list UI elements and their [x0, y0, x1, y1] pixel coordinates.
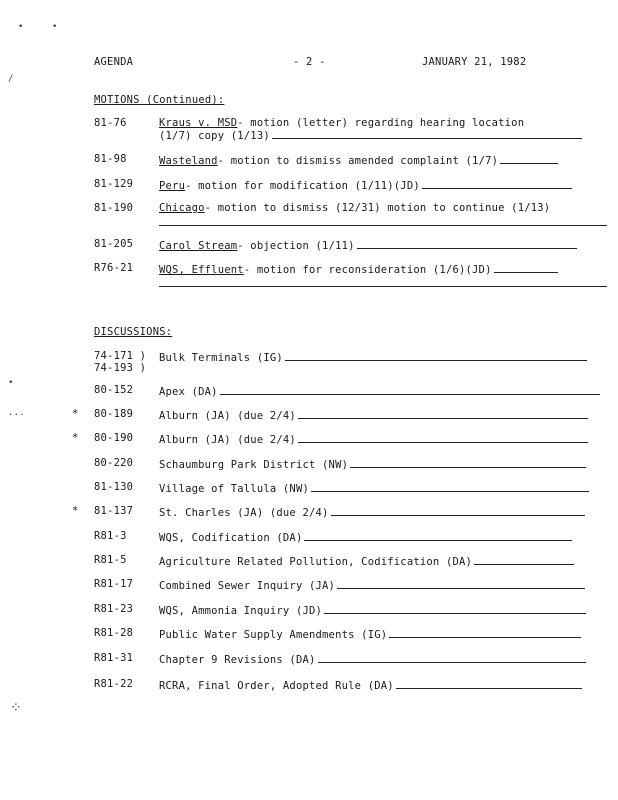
fill-line [272, 128, 582, 139]
motion-description-continued [159, 128, 582, 142]
discussion-text: Combined Sewer Inquiry (JA) [159, 580, 336, 592]
docket-number: 81-190 [94, 202, 134, 214]
docket-number: R81-17 [94, 578, 134, 590]
docket-number: 81-129 [94, 178, 134, 190]
motion-row [0, 178, 618, 194]
fill-line [389, 627, 581, 638]
docket-number: 81-137 [94, 505, 134, 517]
docket-number: 80-152 [94, 384, 134, 396]
fill-line [220, 384, 600, 395]
docket-number-secondary: 74-193 ) [94, 362, 147, 374]
discussion-row [0, 384, 618, 400]
header-left: AGENDA [94, 56, 134, 68]
motion-description [159, 262, 558, 276]
motion-description [159, 202, 550, 214]
docket-number: R81-22 [94, 678, 134, 690]
discussion-description [159, 481, 589, 495]
case-name: Peru [159, 180, 186, 192]
fill-line [311, 481, 589, 492]
fill-line [494, 262, 558, 273]
discussion-description [159, 384, 600, 398]
discussion-row [0, 627, 618, 643]
fill-line [159, 285, 607, 287]
motion-row [0, 238, 618, 254]
discussion-row [0, 505, 618, 521]
discussion-row [0, 578, 618, 594]
case-name: Chicago [159, 202, 205, 214]
scan-speck: • [8, 378, 14, 388]
discussion-text: WQS, Ammonia Inquiry (JD) [159, 605, 323, 617]
discussion-text: WQS, Codification (DA) [159, 532, 303, 544]
docket-number: R76-21 [94, 262, 134, 274]
motions-heading: MOTIONS (Continued): [94, 94, 225, 106]
docket-number: 80-190 [94, 432, 134, 444]
priority-asterisk: * [72, 432, 79, 444]
scan-speck: • [52, 22, 58, 32]
discussion-row [0, 603, 618, 619]
fill-line [285, 350, 587, 361]
discussion-description [159, 627, 581, 641]
case-name: Wasteland [159, 155, 218, 167]
priority-asterisk: * [72, 505, 79, 517]
fill-line [350, 457, 586, 468]
discussion-row [0, 408, 618, 424]
header-page-number: - 2 - [293, 56, 326, 68]
motion-description [159, 178, 572, 192]
motion-description [159, 238, 577, 252]
fill-line [500, 153, 558, 164]
discussions-heading: DISCUSSIONS: [94, 326, 173, 338]
docket-number: 74-171 ) [94, 350, 147, 362]
discussion-text: Agriculture Related Pollution, Codification (DA) [159, 556, 473, 568]
motion-text-continued: (1/7) copy (1/13) [159, 130, 270, 142]
discussion-description [159, 505, 585, 519]
docket-number: 81-76 [94, 117, 127, 129]
scan-speck: ... [8, 408, 25, 418]
discussion-row [0, 554, 618, 570]
motion-text: - motion to dismiss amended complaint (1/7) [217, 155, 499, 167]
docket-number: R81-23 [94, 603, 134, 615]
discussion-text: Village of Tallula (NW) [159, 483, 309, 495]
header-date: JANUARY 21, 1982 [422, 56, 527, 68]
motion-row [0, 153, 618, 169]
discussion-row [0, 457, 618, 473]
discussion-text: Chapter 9 Revisions (DA) [159, 654, 316, 666]
docket-number: R81-3 [94, 530, 127, 542]
discussion-row [0, 481, 618, 497]
discussion-text: Bulk Terminals (IG) [159, 352, 283, 364]
discussion-description [159, 578, 585, 592]
motion-text: - motion for reconsideration (1/6)(JD) [243, 264, 492, 276]
docket-number: 81-205 [94, 238, 134, 250]
discussion-description [159, 432, 588, 446]
discussion-description [159, 457, 586, 471]
fill-line [422, 178, 572, 189]
discussion-row [0, 432, 618, 448]
discussion-row-continuation [0, 362, 618, 378]
docket-number: 81-130 [94, 481, 134, 493]
discussion-text: Schaumburg Park District (NW) [159, 459, 349, 471]
discussion-text: Public Water Supply Amendments (IG) [159, 629, 388, 641]
motion-description [159, 153, 558, 167]
discussion-text: Alburn (JA) (due 2/4) [159, 434, 296, 446]
motion-row [0, 202, 618, 218]
docket-number: R81-31 [94, 652, 134, 664]
motion-row [0, 262, 618, 278]
case-name: Carol Stream [159, 240, 238, 252]
discussion-text: Alburn (JA) (due 2/4) [159, 410, 296, 422]
discussion-description [159, 554, 574, 568]
discussion-description [159, 408, 588, 422]
discussion-description [159, 678, 582, 692]
fill-line [337, 578, 585, 589]
priority-asterisk: * [72, 408, 79, 420]
motion-row-continuation [0, 128, 618, 144]
fill-line [318, 652, 586, 663]
discussion-row [0, 678, 618, 694]
motion-text: - motion (letter) regarding hearing location [237, 117, 525, 129]
docket-number: R81-28 [94, 627, 134, 639]
fill-line [298, 432, 588, 443]
discussion-description [159, 603, 586, 617]
fill-line [159, 224, 607, 226]
scan-speck: • [18, 22, 24, 32]
discussion-row [0, 652, 618, 668]
fill-line [324, 603, 586, 614]
discussion-description [159, 530, 572, 544]
case-name: WQS, Effluent [159, 264, 244, 276]
motion-text: - motion to dismiss (12/31) motion to continue (1/13) [204, 202, 551, 214]
discussion-text: RCRA, Final Order, Adopted Rule (DA) [159, 680, 394, 692]
discussion-text: St. Charles (JA) (due 2/4) [159, 507, 329, 519]
discussion-row [0, 530, 618, 546]
fill-line [298, 408, 588, 419]
motion-text: - motion for modification (1/11)(JD) [185, 180, 420, 192]
fill-line [474, 554, 574, 565]
docket-number: 80-189 [94, 408, 134, 420]
motion-text: - objection (1/11) [237, 240, 355, 252]
fill-line [396, 678, 582, 689]
scan-speck: ⁘ [10, 700, 22, 716]
discussion-description [159, 652, 586, 666]
fill-line [304, 530, 572, 541]
fill-line [357, 238, 577, 249]
docket-number: 81-98 [94, 153, 127, 165]
fill-line [331, 505, 585, 516]
discussion-text: Apex (DA) [159, 386, 218, 398]
docket-number: 80-220 [94, 457, 134, 469]
case-name: Kraus v. MSD [159, 117, 238, 129]
docket-number: R81-5 [94, 554, 127, 566]
scan-speck: / [8, 74, 14, 84]
